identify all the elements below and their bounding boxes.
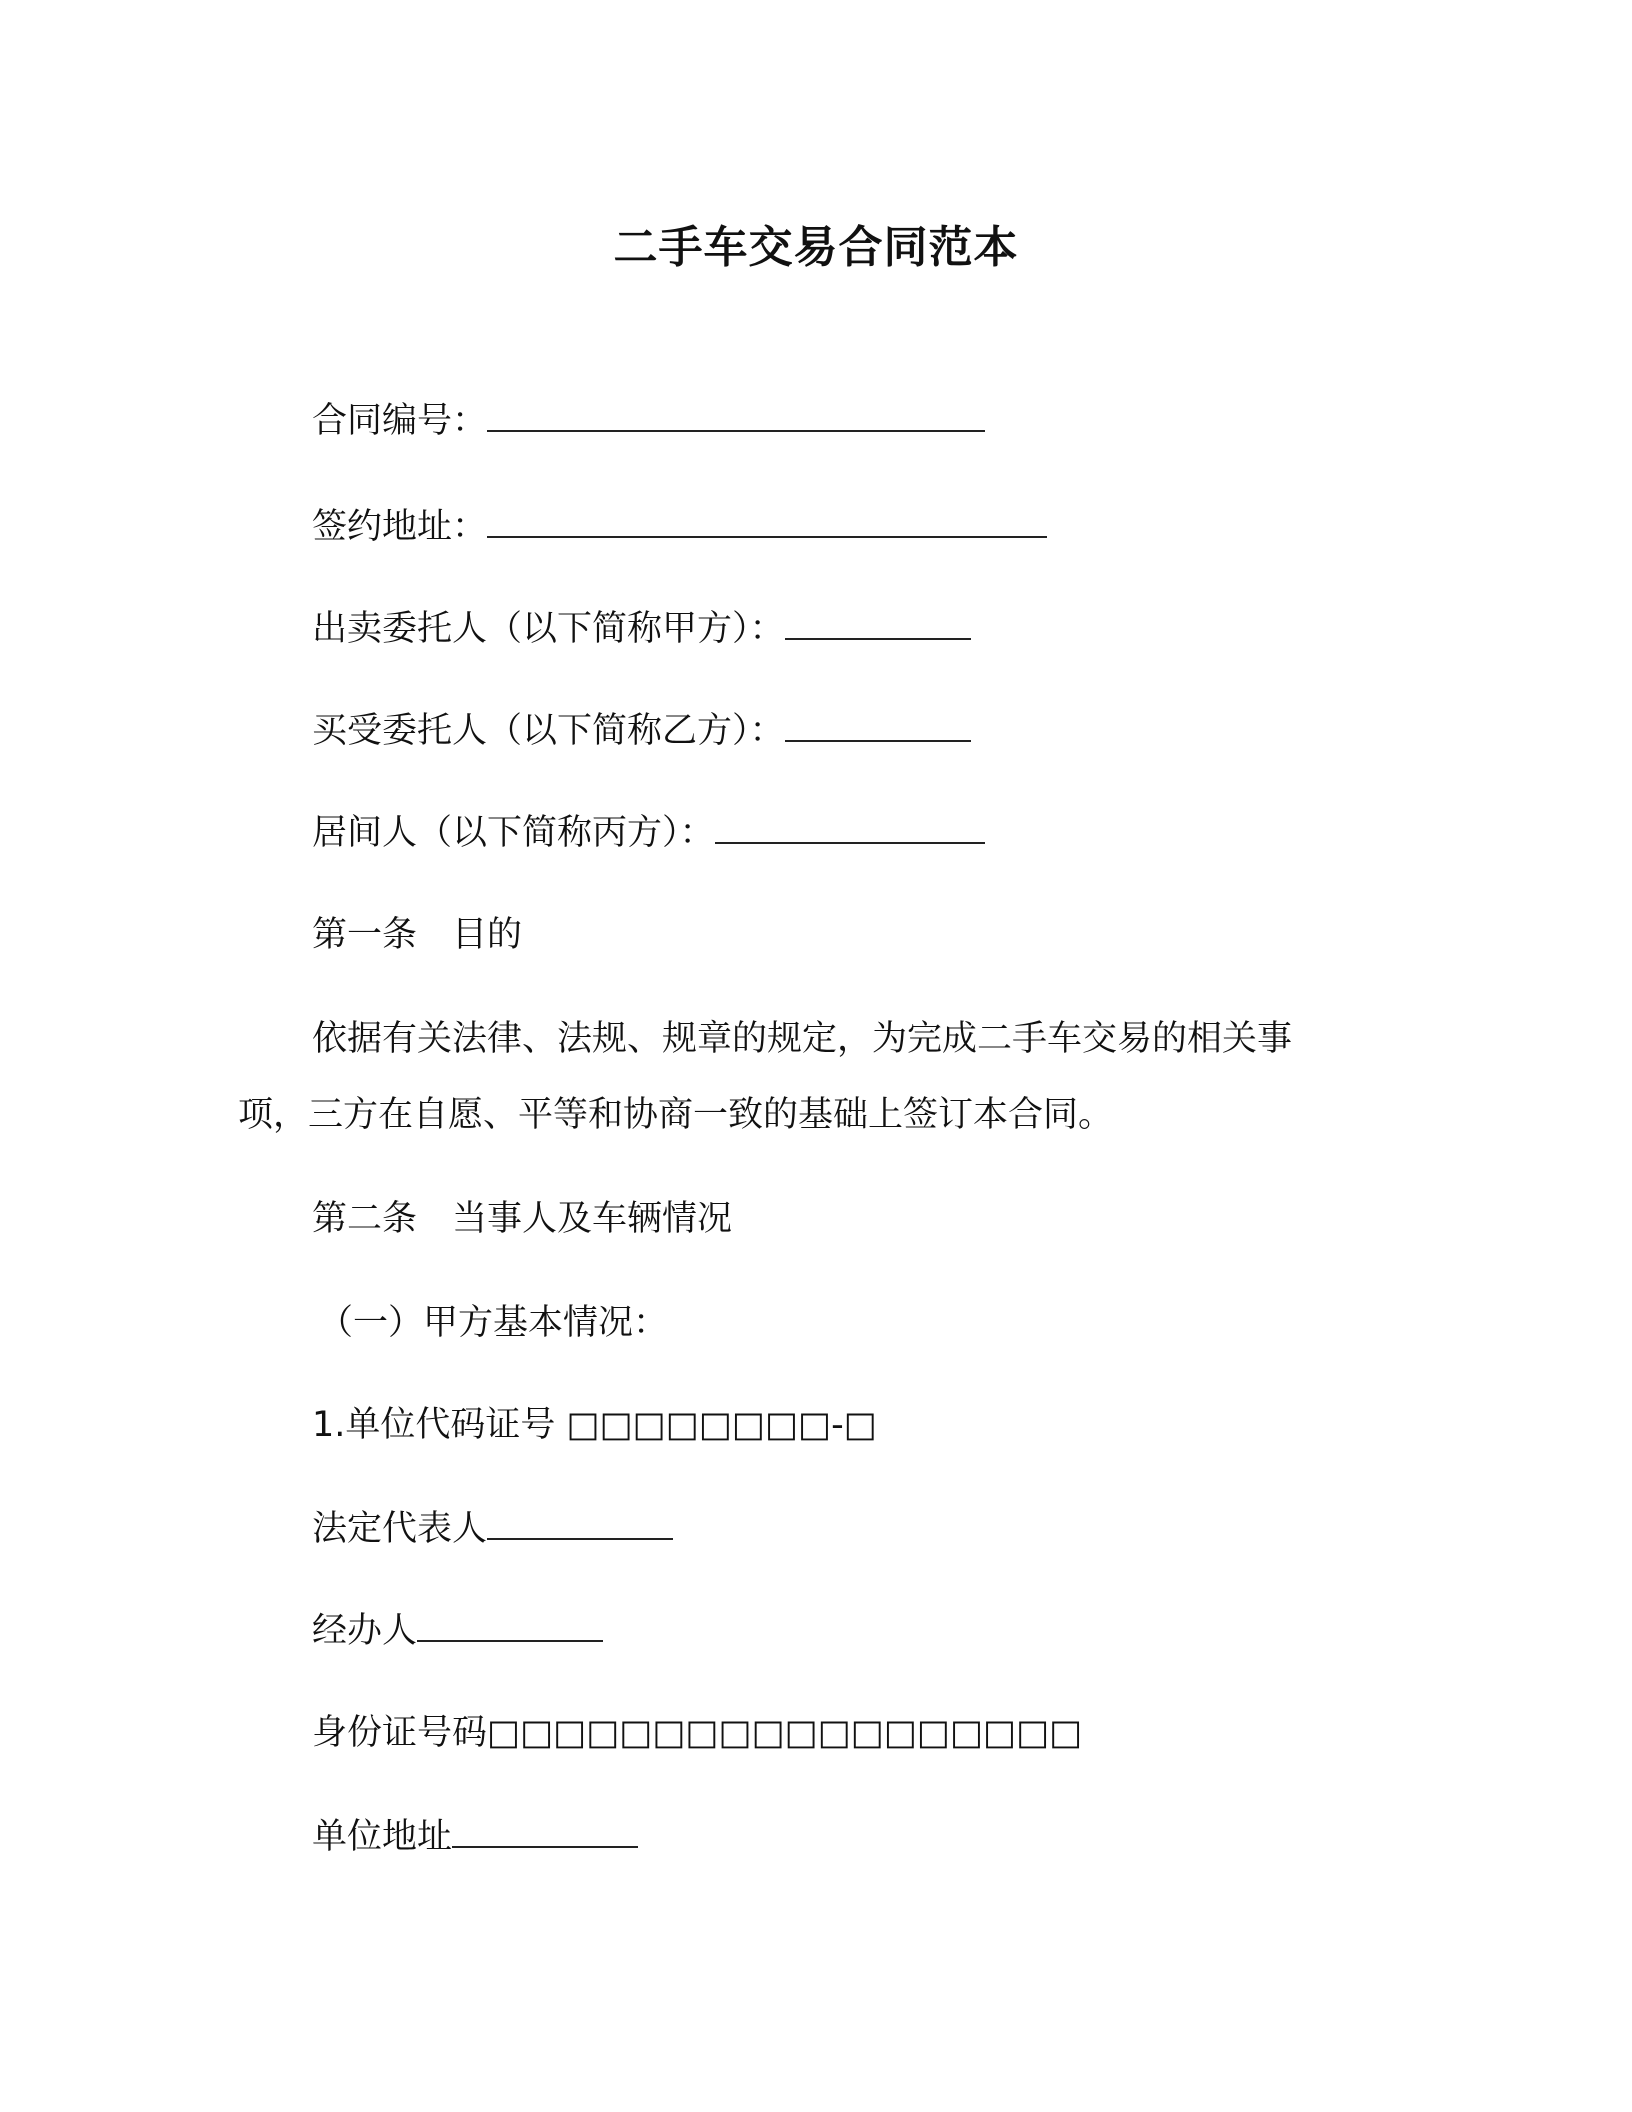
article2-heading: 第二条 当事人及车辆情况 xyxy=(312,1199,733,1239)
signing-place-label: 签约地址： xyxy=(312,507,488,547)
signing-place-line xyxy=(312,502,1047,552)
article1-heading: 第一条 目的 xyxy=(312,915,523,955)
signing-place-blank[interactable] xyxy=(487,502,1047,538)
unit-address-label: 单位地址 xyxy=(312,1817,453,1857)
id-number-label: 身份证号码 xyxy=(312,1713,488,1753)
id-number-line xyxy=(312,1708,1082,1758)
org-code-boxes[interactable]: □□□□□□□□-□ xyxy=(566,1405,877,1445)
handler-label: 经办人 xyxy=(312,1611,418,1651)
handler-blank[interactable] xyxy=(417,1606,603,1642)
buyer-agent-line xyxy=(312,706,971,756)
unit-address-blank[interactable] xyxy=(452,1812,638,1848)
broker-label: 居间人（以下简称丙方）： xyxy=(312,813,715,853)
article1-paragraph-line2: 项，三方在自愿、平等和协商一致的基础上签订本合同。 xyxy=(238,1095,1114,1135)
party-a-subheading: （一）甲方基本情况： xyxy=(318,1303,669,1343)
broker-line xyxy=(312,808,985,858)
contract-number-blank[interactable] xyxy=(487,396,985,432)
seller-agent-label: 出卖委托人（以下简称甲方）： xyxy=(312,609,785,649)
legal-rep-line xyxy=(312,1504,673,1554)
handler-line xyxy=(312,1606,603,1656)
contract-number-label: 合同编号： xyxy=(312,401,488,441)
buyer-agent-label: 买受委托人（以下简称乙方）： xyxy=(312,711,785,751)
contract-number-line xyxy=(312,396,985,446)
org-code-label: 1.单位代码证号 xyxy=(312,1405,556,1445)
broker-blank[interactable] xyxy=(715,808,985,844)
id-number-boxes[interactable]: □□□□□□□□□□□□□□□□□□ xyxy=(487,1713,1083,1753)
unit-address-line xyxy=(312,1812,638,1862)
article1-paragraph-line1: 依据有关法律、法规、规章的规定，为完成二手车交易的相关事 xyxy=(312,1019,1293,1059)
seller-agent-line xyxy=(312,604,971,654)
legal-rep-label: 法定代表人 xyxy=(312,1509,488,1549)
legal-rep-blank[interactable] xyxy=(487,1504,673,1540)
seller-agent-blank[interactable] xyxy=(785,604,971,640)
document-title: 二手车交易合同范本 xyxy=(613,222,1019,273)
buyer-agent-blank[interactable] xyxy=(785,706,971,742)
org-code-line xyxy=(312,1400,877,1450)
